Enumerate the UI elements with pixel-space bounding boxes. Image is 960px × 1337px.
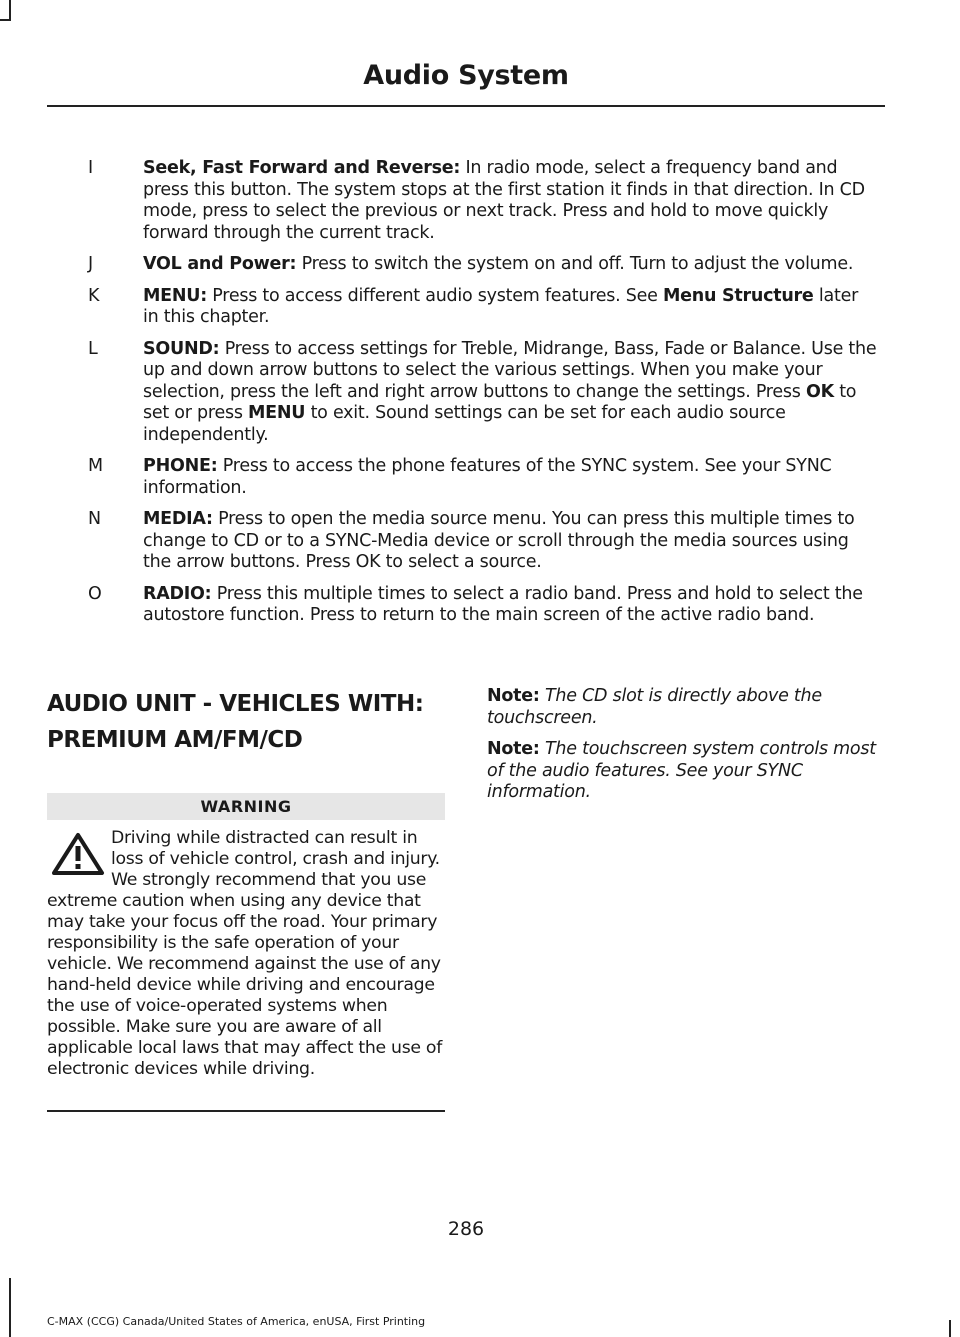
crop-mark-bottom-left-v: [9, 1278, 11, 1337]
notes-column: [487, 686, 882, 814]
item-term: PHONE:: [143, 456, 218, 476]
item-term: MEDIA:: [143, 509, 213, 529]
header-rule: [47, 105, 885, 107]
section-title-line1: AUDIO UNIT - VEHICLES WITH:: [47, 691, 424, 717]
list-item: [88, 584, 878, 627]
note: [487, 686, 882, 729]
list-item: [88, 339, 878, 447]
list-item: [88, 254, 878, 276]
list-item: [88, 509, 878, 574]
item-letter: L: [88, 338, 98, 359]
cross-reference-menu-structure: Menu Structure: [663, 285, 814, 306]
footer-text: C-MAX (CCG) Canada/United States of America, enUSA, First Printing: [47, 1315, 426, 1328]
menu-keyword: MENU: [248, 403, 306, 423]
note-text: The CD slot is directly above the touchscreen.: [487, 686, 822, 728]
control-items-list: [88, 158, 878, 637]
crop-mark-top-left-h: [0, 19, 11, 21]
item-description: SOUND: Press to access settings for Treble, Midrange, Bass, Fade or Balance. Use the up and down arrow buttons to select the various settings. When you make your selection, press the left and right arrow buttons to change the settings. Press OK to set or press MENU to exit. Sound settings can be set for each audio source independently.: [143, 338, 877, 445]
warning-rule: [47, 1110, 445, 1112]
list-item: [88, 456, 878, 499]
item-description: PHONE: Press to access the phone features of the SYNC system. See your SYNC information.: [143, 456, 832, 498]
item-term: VOL and Power:: [143, 254, 297, 274]
item-description: MEDIA: Press to open the media source menu. You can press this multiple times to change to CD or to a SYNC-Media device or scroll through the media sources using the arrow buttons. Press OK to select a source.: [143, 509, 855, 572]
item-description: VOL and Power: Press to switch the system on and off. Turn to adjust the volume.: [143, 254, 854, 274]
page-number: 286: [447, 1218, 485, 1240]
item-term: MENU:: [143, 285, 207, 306]
section-title: [47, 688, 467, 756]
item-description: RADIO: Press this multiple times to select a radio band. Press and hold to select the autostore function. Press to return to the main screen of the active radio band.: [143, 583, 863, 625]
warning-header: WARNING: [47, 793, 445, 820]
item-term: RADIO:: [143, 583, 212, 604]
item-description: Seek, Fast Forward and Reverse: In radio mode, select a frequency band and press this button. The system stops at the first station it finds in that direction. In CD mode, press to select the previous or next track. Press and hold to move quickly forward through the current track.: [143, 158, 865, 243]
warning-body: [47, 828, 447, 1080]
crop-mark-top-left-v: [9, 0, 11, 20]
note: [487, 739, 882, 804]
item-letter: K: [88, 285, 100, 306]
warning-icon-spacer: [47, 828, 111, 891]
list-item: [88, 158, 878, 244]
note-label: Note:: [487, 686, 540, 706]
list-item: [88, 286, 878, 329]
warning-text: Driving while distracted can result in loss of vehicle control, crash and injury. We strongly recommend that you use extreme caution when using any device that may take your focus off the road. Your primary responsibility is the safe operation of your vehicle. We recommend against the use of any hand-held device while driving and encourage the use of voice-operated systems when possible. Make sure you are aware of all applicable local laws that may affect the use of electronic devices while driving.: [47, 828, 442, 1079]
note-text: The touchscreen system controls most of the audio features. See your SYNC information.: [487, 739, 876, 802]
section-title-line2: PREMIUM AM/FM/CD: [47, 727, 303, 753]
item-term: SOUND:: [143, 338, 220, 359]
item-letter: M: [88, 456, 103, 476]
item-letter: O: [88, 583, 102, 604]
item-letter: I: [88, 158, 93, 178]
item-letter: N: [88, 509, 101, 529]
note-label: Note:: [487, 739, 540, 759]
item-description: MENU: Press to access different audio system features. See Menu Structure later in this chapter.: [143, 285, 859, 327]
page-header-title: Audio System: [363, 60, 569, 91]
crop-mark-bottom-right-v: [949, 1320, 951, 1337]
item-letter: J: [88, 254, 93, 274]
ok-keyword: OK: [805, 381, 834, 402]
item-term: Seek, Fast Forward and Reverse:: [143, 158, 461, 178]
